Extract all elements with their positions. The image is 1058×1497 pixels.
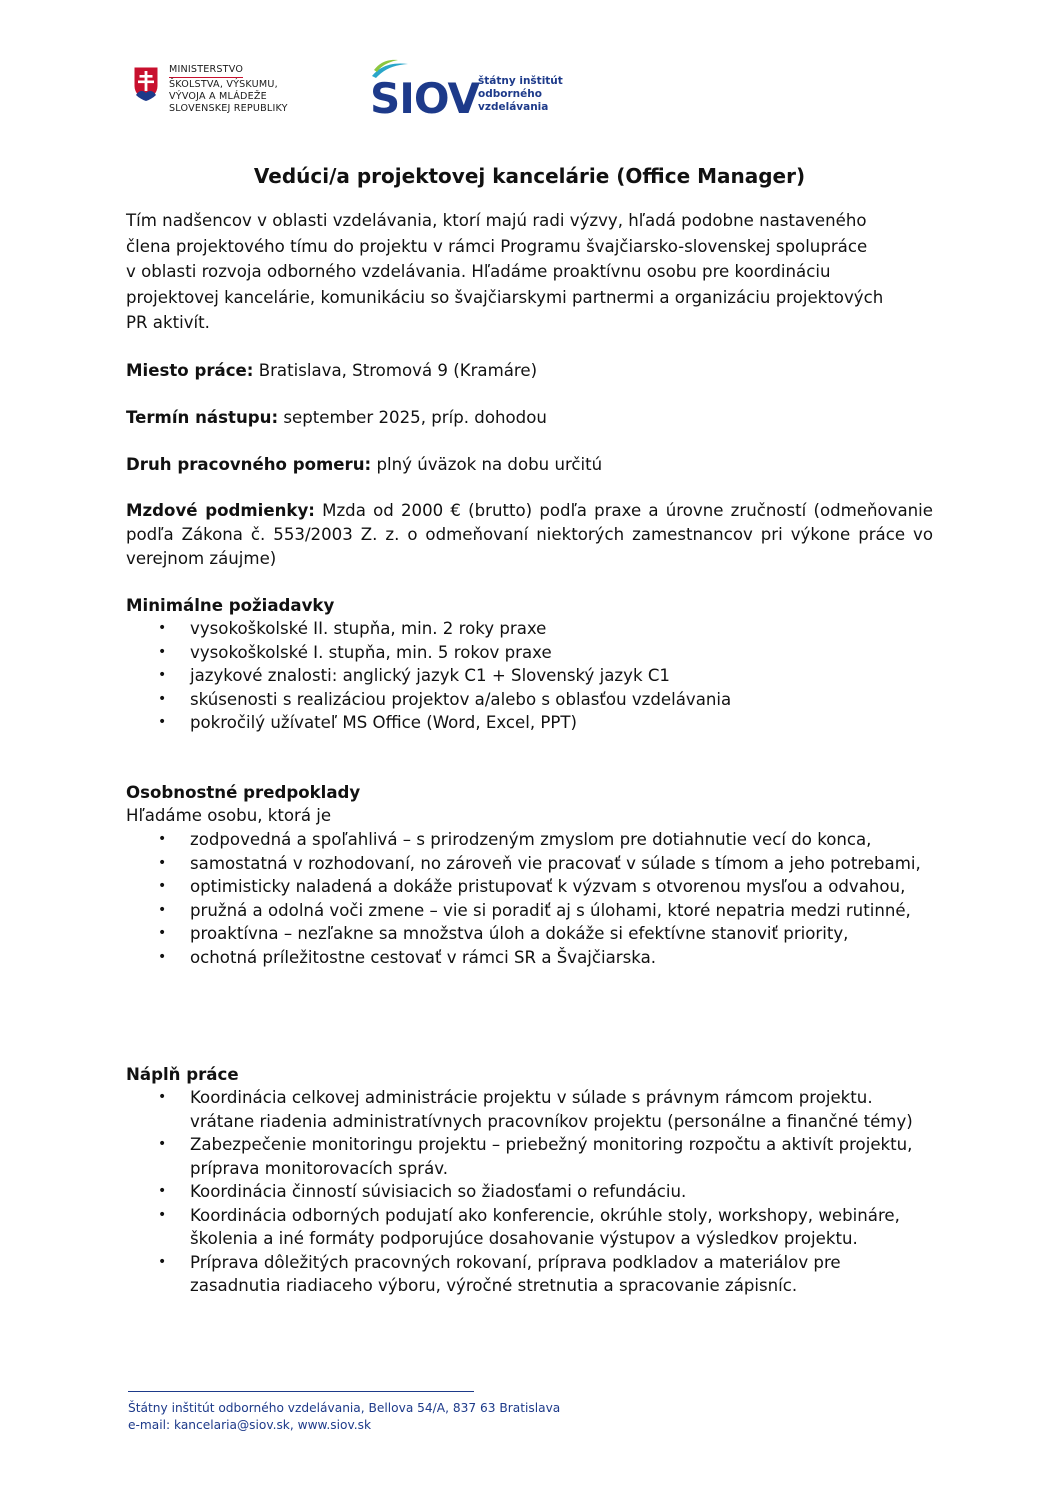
- siov-subtitle: [478, 75, 563, 114]
- list-item: • pokročilý užívateľ MS Office (Word, Excel, PPT): [126, 711, 926, 735]
- ministry-line: MINISTERSTVO: [169, 64, 243, 78]
- personal-intro: Hľadáme osobu, ktorá je: [126, 806, 332, 825]
- duties-list: [126, 1086, 926, 1298]
- list-item: • samostatná v rozhodovaní, no zároveň vie pracovať v súlade s tímom a jeho potrebami,: [126, 852, 926, 876]
- field-label: Druh pracovného pomeru:: [126, 455, 372, 474]
- ministry-line: ŠKOLSTVA, VÝSKUMU,: [169, 79, 278, 90]
- field-start: [126, 405, 933, 431]
- field-value: Mzda od 2000 € (brutto) podľa praxe a úrovne zručností (odmeňovanie podľa Zákona č. 553/2003 Z. z. o odmeňovaní niektorých zamestnancov pri výkone práce vo verejnom záujme): [126, 501, 933, 568]
- field-label: Mzdové podmienky:: [126, 501, 315, 520]
- list-item: • Koordinácia činností súvisiacich so žiadosťami o refundáciu.: [126, 1180, 926, 1204]
- field-value: Bratislava, Stromová 9 (Kramáre): [258, 361, 538, 380]
- personal-list: [126, 828, 926, 969]
- siov-line: odborného: [478, 88, 542, 100]
- ministry-line: SLOVENSKEJ REPUBLIKY: [169, 103, 288, 114]
- list-item: • Príprava dôležitých pracovných rokovaní, príprava podkladov a materiálov pre zasadnutia riadiaceho výboru, výročné stretnutia a spracovanie zápisníc.: [126, 1251, 926, 1298]
- intro-line: Tím nadšencov v oblasti vzdelávania, ktorí majú radi výzvy, hľadá podobne nastaveného: [126, 211, 867, 230]
- ministry-line: VÝVOJA A MLÁDEŽE: [169, 91, 267, 102]
- list-item: • Koordinácia odborných podujatí ako konferencie, okrúhle stoly, workshopy, webináre, školenia a iné formáty podporujúce dosahovanie výstupov a výsledkov projektu.: [126, 1204, 926, 1251]
- siov-line: vzdelávania: [478, 101, 549, 113]
- page-title: Vedúci/a projektovej kancelárie (Office Manager): [253, 164, 806, 188]
- field-employment: [126, 452, 933, 478]
- slovak-coat-of-arms-icon: [133, 66, 159, 102]
- list-item: • jazykové znalosti: anglický jazyk C1 + Slovenský jazyk C1: [126, 664, 926, 688]
- footer: [128, 1400, 560, 1434]
- requirements-title: Minimálne požiadavky: [126, 596, 335, 615]
- list-item: • pružná a odolná voči zmene – vie si poradiť aj s úlohami, ktoré nepatria medzi rutinné,: [126, 899, 926, 923]
- list-item: • Zabezpečenie monitoringu projektu – priebežný monitoring rozpočtu a aktivít projektu, príprava monitorovacích správ.: [126, 1133, 926, 1180]
- footer-address: Štátny inštitút odborného vzdelávania, Bellova 54/A, 837 63 Bratislava: [128, 1401, 561, 1415]
- list-item: • ochotná príležitostne cestovať v rámci SR a Švajčiarska.: [126, 946, 926, 970]
- list-item: • zodpovedná a spoľahlivá – s prirodzeným zmyslom pre dotiahnutie vecí do konca,: [126, 828, 926, 852]
- list-item: • vysokoškolské I. stupňa, min. 5 rokov praxe: [126, 641, 926, 665]
- intro-line: projektovej kancelárie, komunikáciu so švajčiarskymi partnermi a organizáciu projektových: [126, 287, 884, 307]
- field-label: Termín nástupu:: [126, 408, 279, 427]
- field-value: plný úväzok na dobu určitú: [376, 455, 603, 474]
- ministry-name: [169, 64, 288, 115]
- ministry-logo: [133, 64, 288, 115]
- field-label: Miesto práce:: [126, 361, 254, 380]
- footer-contact: e-mail: kancelaria@siov.sk, www.siov.sk: [128, 1418, 372, 1432]
- intro-line: v oblasti rozvoja odborného vzdelávania. Hľadáme proaktívnu osobu pre koordináciu: [126, 262, 831, 281]
- list-item: • skúsenosti s realizáciou projektov a/alebo s oblasťou vzdelávania: [126, 688, 926, 712]
- footer-divider: [128, 1391, 474, 1392]
- list-item: • vysokoškolské II. stupňa, min. 2 roky praxe: [126, 617, 926, 641]
- field-place: [126, 358, 933, 384]
- intro-paragraph: [126, 208, 926, 336]
- requirements-list: [126, 617, 926, 735]
- personal-title: Osobnostné predpoklady: [126, 783, 361, 802]
- field-value: september 2025, príp. dohodou: [283, 408, 547, 427]
- list-item: • Koordinácia celkovej administrácie projektu v súlade s právnym rámcom projektu. vrátane riadenia administratívnych pracovníkov projektu (personálne a finančné témy): [126, 1086, 926, 1133]
- intro-line: člena projektového tímu do projektu v rámci Programu švajčiarsko-slovenskej spolupráce: [126, 236, 868, 256]
- duties-title: Náplň práce: [126, 1065, 239, 1084]
- siov-line: štátny inštitút: [478, 75, 563, 87]
- intro-line: PR aktivít.: [126, 313, 210, 332]
- list-item: • proaktívna – nezľakne sa množstva úloh a dokáže si efektívne stanoviť priority,: [126, 922, 926, 946]
- siov-logo: [370, 58, 563, 123]
- siov-wordmark: SIOV: [370, 74, 479, 123]
- list-item: • optimisticky naladená a dokáže pristupovať k výzvam s otvorenou mysľou a odvahou,: [126, 875, 926, 899]
- field-salary: [126, 499, 933, 571]
